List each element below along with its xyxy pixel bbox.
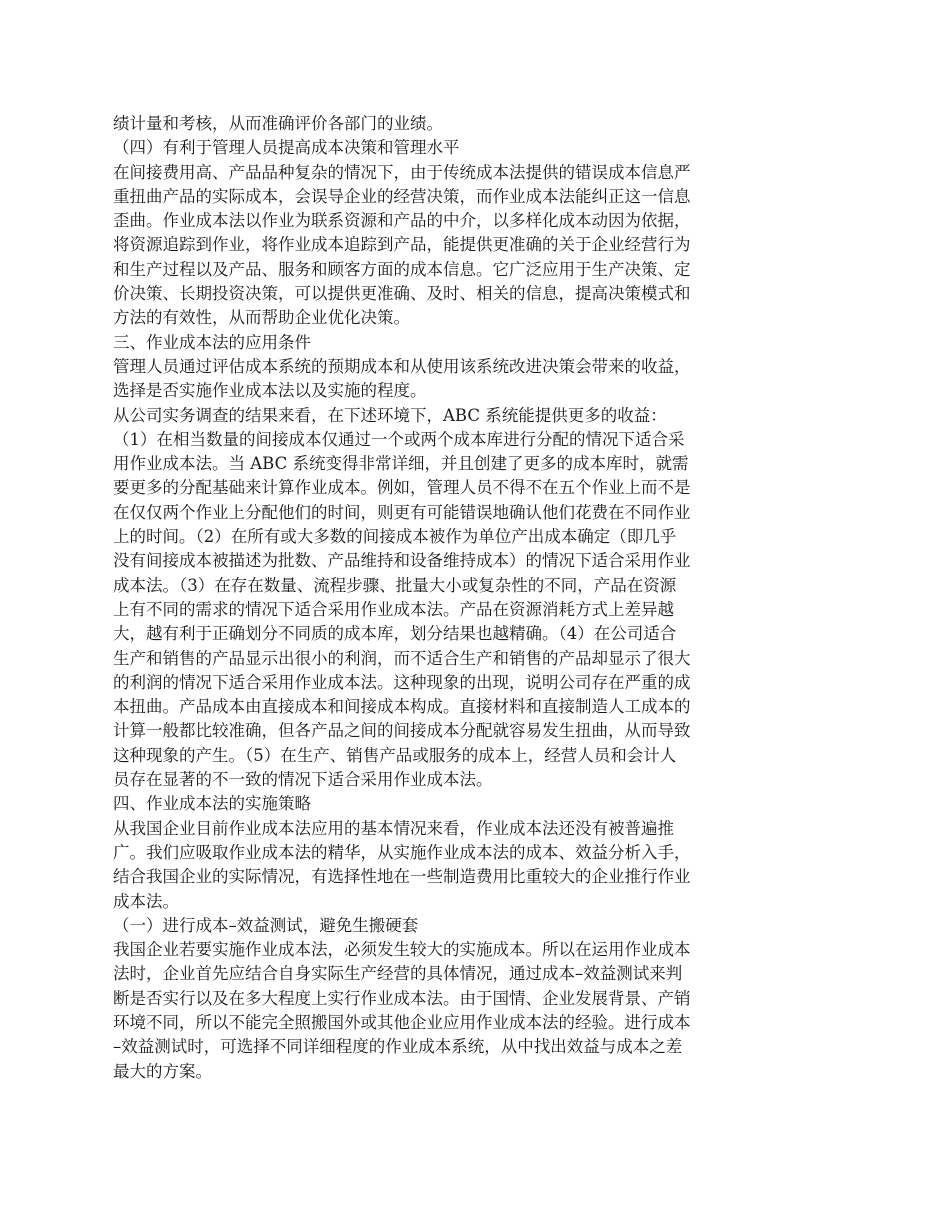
text-line: 从我国企业目前作业成本法应用的基本情况来看，作业成本法还没有被普遍推 <box>113 818 674 838</box>
section-heading: 四、作业成本法的实施策略 <box>113 794 311 814</box>
text-line: 大，越有利于正确划分不同质的成本库，划分结果也越精确。（4）在公司适合 <box>113 624 677 644</box>
text-line: 成本法。（3）在存在数量、流程步骤、批量大小或复杂性的不同，产品在资源 <box>113 575 677 595</box>
text-line: 广。我们应吸取作业成本法的精华，从实施作业成本法的成本、效益分析入手， <box>113 842 691 862</box>
text-line: 用作业成本法。当 ABC 系统变得非常详细，并且创建了更多的成本库时，就需 <box>113 454 689 474</box>
text-line: 成本法。 <box>113 891 179 911</box>
text-line: –效益测试时，可选择不同详细程度的作业成本系统，从中找出效益与成本之差 <box>113 1037 683 1057</box>
text-line: 法时，企业首先应结合自身实际生产经营的具体情况，通过成本–效益测试来判 <box>113 964 683 984</box>
text-line: 在间接费用高、产品品种复杂的情况下，由于传统成本法提供的错误成本信息严 <box>113 162 691 182</box>
text-line: 生产和销售的产品显示出很小的利润，而不适合生产和销售的产品却显示了很大 <box>113 648 691 668</box>
section-heading: 三、作业成本法的应用条件 <box>113 332 311 352</box>
section-heading: （一）进行成本–效益测试，避免生搬硬套 <box>113 915 419 935</box>
text-line: 断是否实行以及在多大程度上实行作业成本法。由于国情、企业发展背景、产销 <box>113 988 691 1008</box>
text-line: 结合我国企业的实际情况，有选择性地在一些制造费用比重较大的企业推行作业 <box>113 867 691 887</box>
text-line: 上的时间。（2）在所有或大多数的间接成本被作为单位产出成本确定（即几乎 <box>113 527 677 547</box>
text-line: 管理人员通过评估成本系统的预期成本和从使用该系统改进决策会带来的收益， <box>113 356 691 376</box>
text-line: 在仅仅两个作业上分配他们的时间，则更有可能错误地确认他们花费在不同作业 <box>113 502 691 522</box>
document-body <box>113 112 773 1084</box>
text-line: 我国企业若要实施作业成本法，必须发生较大的实施成本。所以在运用作业成本 <box>113 940 691 960</box>
text-line: 这种现象的产生。（5）在生产、销售产品或服务的成本上，经营人员和会计人 <box>113 745 677 765</box>
text-line: 绩计量和考核，从而准确评价各部门的业绩。 <box>113 114 443 133</box>
section-heading: （四）有利于管理人员提高成本决策和管理水平 <box>113 138 460 158</box>
text-line: 方法的有效性，从而帮助企业优化决策。 <box>113 308 410 328</box>
text-line: 和生产过程以及产品、服务和顾客方面的成本信息。它广泛应用于生产决策、定 <box>113 259 691 279</box>
text-line: 将资源追踪到作业，将作业成本追踪到产品，能提供更准确的关于企业经营行为 <box>113 235 691 255</box>
text-line: 选择是否实施作业成本法以及实施的程度。 <box>113 381 427 401</box>
text-line: 价决策、长期投资决策，可以提供更准确、及时、相关的信息，提高决策模式和 <box>113 284 691 304</box>
text-line: 本扭曲。产品成本由直接成本和间接成本构成。直接材料和直接制造人工成本的 <box>113 697 691 717</box>
text-line: 员存在显著的不一致的情况下适合采用作业成本法。 <box>113 770 493 790</box>
text-line: 的利润的情况下适合采用作业成本法。这种现象的出现，说明公司存在严重的成 <box>113 672 691 692</box>
text-line: 上有不同的需求的情况下适合采用作业成本法。产品在资源消耗方式上差异越 <box>113 599 674 619</box>
text-line: 计算一般都比较准确，但各产品之间的间接成本分配就容易发生扭曲，从而导致 <box>113 721 691 741</box>
text-line: 从公司实务调查的结果来看，在下述环境下，ABC 系统能提供更多的收益： <box>113 405 667 425</box>
text-line: 歪曲。作业成本法以作业为联系资源和产品的中介，以多样化成本动因为依据， <box>113 211 691 231</box>
text-line: 最大的方案。 <box>113 1061 212 1081</box>
text-line: （1）在相当数量的间接成本仅通过一个或两个成本库进行分配的情况下适合采 <box>113 429 685 449</box>
text-line: 没有间接成本被描述为批数、产品维持和设备维持成本）的情况下适合采用作业 <box>113 551 691 571</box>
text-line: 要更多的分配基础来计算作业成本。例如，管理人员不得不在五个作业上而不是 <box>113 478 691 498</box>
text-line: 重扭曲产品的实际成本，会误导企业的经营决策，而作业成本法能纠正这一信息 <box>113 186 691 206</box>
text-line: 环境不同，所以不能完全照搬国外或其他企业应用作业成本法的经验。进行成本 <box>113 1012 691 1032</box>
